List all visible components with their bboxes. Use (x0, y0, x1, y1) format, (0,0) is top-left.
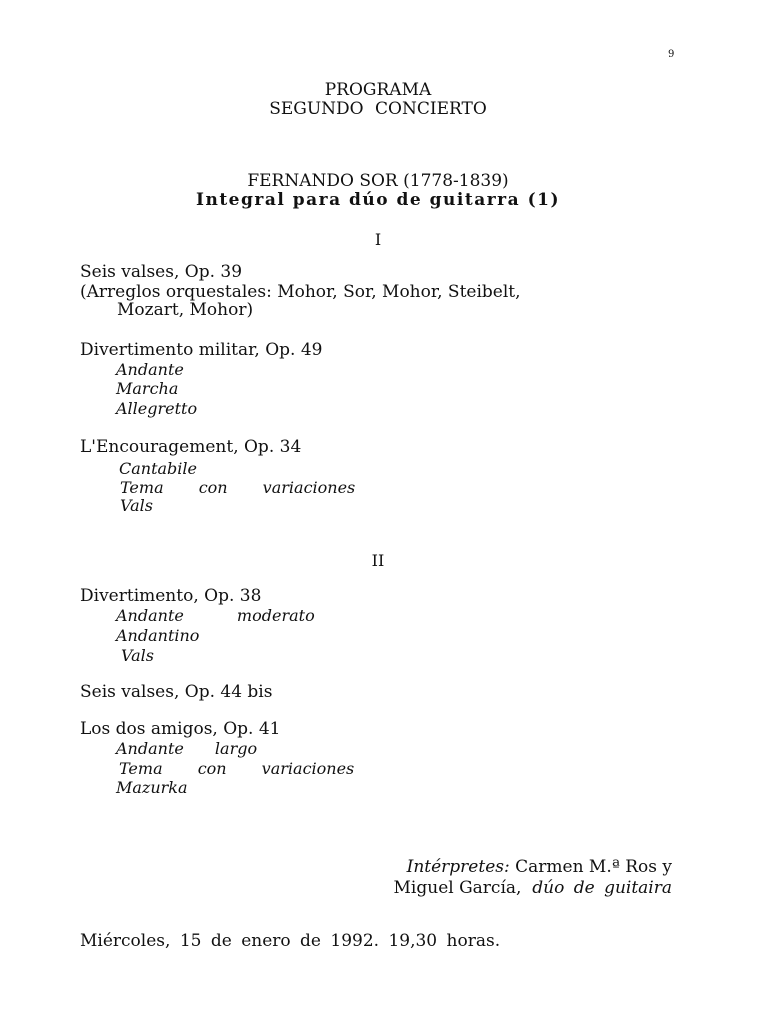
page-number: 9 (668, 49, 675, 60)
movement: Cantabile (119, 459, 197, 478)
movement: Andante (116, 360, 184, 379)
performer-names: Carmen M.ª Ros y (515, 857, 672, 877)
movement: Andantino (116, 626, 200, 645)
composer-line: FERNANDO SOR (1778-1839) (247, 171, 509, 191)
ensemble-role: dúo de guitaira (532, 878, 672, 898)
movement: Vals (121, 646, 154, 665)
work-title: Divertimento militar, Op. 49 (80, 340, 323, 360)
part-one-numeral: I (374, 230, 382, 249)
work-title: Divertimento, Op. 38 (80, 586, 262, 606)
movement: Andante largo (116, 739, 258, 758)
performer-names: Miguel García, (393, 878, 522, 898)
performers-line-1 (407, 857, 672, 877)
performers-label: Intérpretes: (406, 857, 510, 877)
concert-date: Miércoles, 15 de enero de 1992. 19,30 horas. (80, 931, 501, 951)
movement: Vals (120, 496, 153, 515)
work-note: Mozart, Mohor) (117, 300, 254, 320)
movement: Andante moderato (116, 606, 315, 625)
program-heading: PROGRAMA (324, 80, 432, 100)
work-title: Los dos amigos, Op. 41 (80, 719, 281, 739)
movement: Tema con variaciones (120, 478, 356, 497)
performers-line-2 (394, 878, 672, 898)
program-subtitle: Integral para dúo de guitarra (1) (196, 190, 560, 210)
concert-heading: SEGUNDO CONCIERTO (269, 99, 487, 119)
movement: Tema con variaciones (119, 759, 355, 778)
work-title: Seis valses, Op. 39 (80, 262, 243, 282)
work-title: L'Encouragement, Op. 34 (80, 437, 302, 457)
movement: Marcha (116, 379, 179, 398)
movement: Allegretto (116, 399, 198, 418)
work-note: (Arreglos orquestales: Mohor, Sor, Mohor, Steibelt, (80, 282, 521, 302)
movement: Mazurka (116, 778, 188, 797)
work-title: Seis valses, Op. 44 bis (80, 682, 273, 702)
part-two-numeral: II (371, 551, 385, 570)
